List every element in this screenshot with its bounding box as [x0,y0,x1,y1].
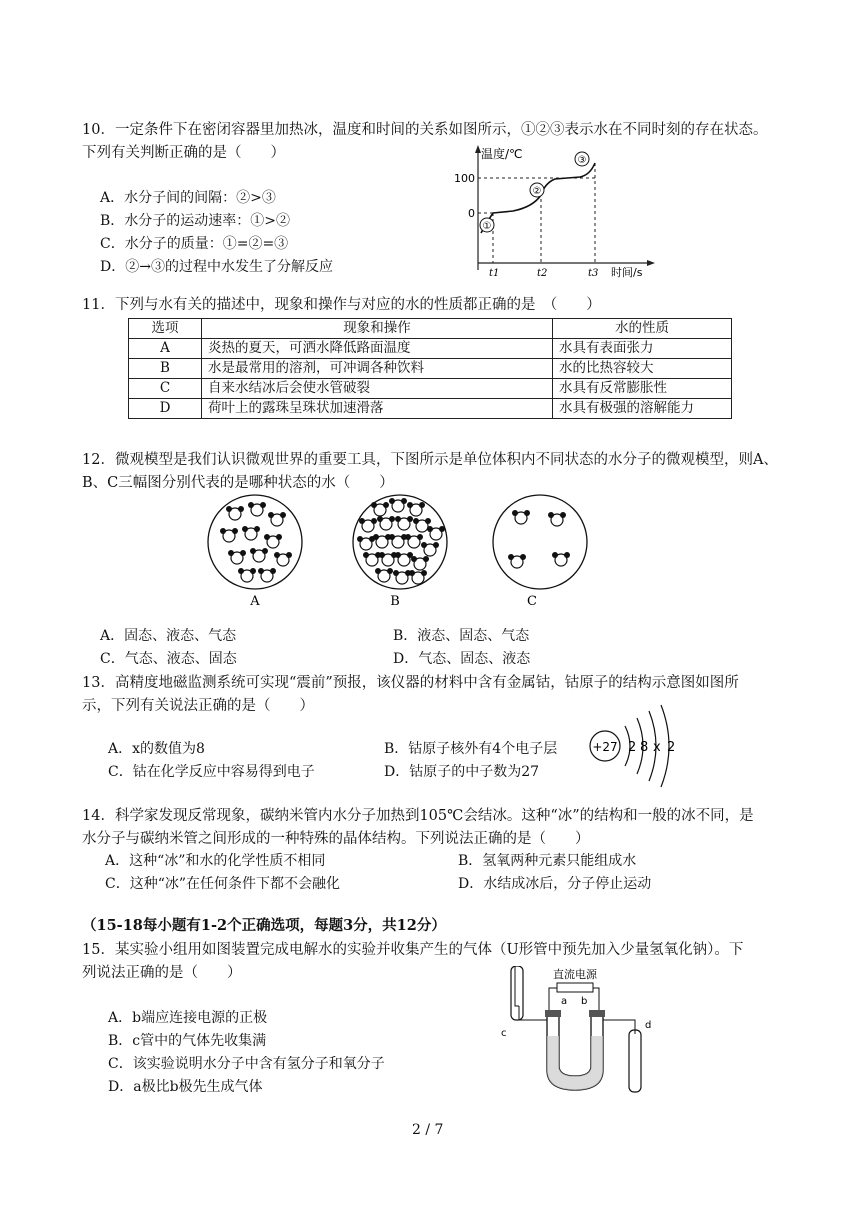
row-c-phenomenon: 自来水结冰后会使水管破裂 [202,379,553,399]
row-a-phenomenon: 炎热的夏天，可洒水降低路面温度 [202,339,553,359]
model-c-label: C [527,594,537,609]
row-d-property: 水具有极强的溶解能力 [553,399,732,419]
stopper-left [545,1010,561,1017]
row-d-option: D [129,399,202,419]
collection-tube-d [629,1030,641,1092]
q12-option-b: B．液态、固态、气态 [393,628,530,644]
row-c-property: 水具有反常膨胀性 [553,379,732,399]
shell-3-count: x [653,740,661,755]
q15-option-a: A．b端应连接电源的正极 [108,1010,268,1026]
row-b-phenomenon: 水是最常用的溶剂，可冲调各种饮料 [202,359,553,379]
row-a-option: A [129,339,202,359]
cobalt-atom-diagram [585,702,695,792]
q14-option-c: C．这种“冰”在任何条件下都不会融化 [105,876,341,892]
graph-x-axis-label: 时间/s [611,266,643,279]
graph-y-axis-label: 温度/℃ [481,147,523,161]
tube-d-label: d [645,1020,652,1031]
q15-option-b: B．c管中的气体先收集满 [108,1033,267,1049]
header-phenomenon: 现象和操作 [202,319,553,339]
water-molecule-models [205,492,605,610]
row-d-phenomenon: 荷叶上的露珠呈珠状加速滑落 [202,399,553,419]
q10-option-d: D．②→③的过程中水发生了分解反应 [100,259,333,275]
graph-y-tick-0: 0 [468,207,475,220]
graph-y-tick-100: 100 [454,172,475,185]
row-a-property: 水具有表面张力 [553,339,732,359]
q13-stem-line1: 13．高精度地磁监测系统可实现“震前”预报，该仪器的材料中含有金属钴，钴原子的结构示意图如图所 [82,675,739,691]
collection-tube-c [511,966,523,1020]
q14-stem-line1: 14．科学家发现反常现象，碳纳米管内水分子加热到105℃会结冰。这种“冰”的结构和一般的冰不同，是 [82,808,754,824]
q13-stem-line2: 示，下列有关说法正确的是（ ） [82,698,314,714]
electrode-a-label: a [561,996,568,1007]
q14-stem-line2: 水分子与碳纳米管之间形成的一种特殊的晶体结构。下列说法正确的是（ ） [82,831,590,847]
electrolysis-apparatus [495,966,665,1102]
q10-option-b: B．水分子的运动速率：①>② [100,213,291,229]
graph-x-tick-t3: t3 [588,268,599,279]
q13-option-c: C．钴在化学反应中容易得到电子 [108,764,315,780]
q13-option-d: D．钴原子的中子数为27 [384,764,540,780]
graph-x-tick-t2: t2 [537,268,548,279]
table-row [129,399,732,419]
stopper-right [589,1010,605,1017]
model-a-label: A [250,594,260,609]
q12-option-a: A．固态、液态、气态 [100,628,237,644]
point-1-label: ① [482,221,492,232]
graph-x-tick-t1: t1 [489,268,500,279]
row-b-option: B [129,359,202,379]
shell-4-count: 2 [667,740,676,755]
heating-curve [481,163,595,233]
heating-curve-graph [445,145,680,280]
electrode-b-label: b [581,996,588,1007]
q13-option-a: A．x的数值为8 [108,741,205,757]
point-2-label: ② [532,186,542,197]
point-3-label: ③ [577,155,587,166]
q15-option-d: D．a极比b极先生成气体 [108,1079,263,1095]
q10-option-c: C．水分子的质量：①=②=③ [100,236,289,252]
q15-option-c: C．该实验说明水分子中含有氢分子和氧分子 [108,1056,385,1072]
tube-c-label: c [501,1028,507,1039]
shell-2-count: 8 [640,740,649,755]
q10-option-a: A．水分子间的间隔：②>③ [100,190,276,206]
table-row [129,359,732,379]
shell-1-count: 2 [628,740,637,755]
page-number: 2 / 7 [412,1122,444,1138]
power-source-box [557,983,593,992]
q11-table-header [129,319,732,339]
q10-stem-line1: 10．一定条件下在密闭容器里加热冰，温度和时间的关系如图所示，①②③表示水在不同时刻的存在状态。 [82,122,768,138]
model-a-circle [208,495,302,589]
q13-option-b: B．钴原子核外有4个电子层 [384,741,558,757]
q12-option-d: D．气态、固态、液态 [393,651,531,667]
q12-stem-line1: 12．微观模型是我们认识微观世界的重要工具，下图所示是单位体积内不同状态的水分子的微观模型，则A、 [82,452,778,468]
model-b-circle [353,495,447,589]
q14-option-b: B．氢氧两种元素只能组成水 [458,853,637,869]
q15-stem-line1: 15．某实验小组用如图装置完成电解水的实验并收集产生的气体（U形管中预先加入少量氢氧化钠）。下 [82,942,744,958]
table-row [129,379,732,399]
power-source-label: 直流电源 [553,968,597,981]
header-property: 水的性质 [553,319,732,339]
q14-option-d: D．水结成冰后，分子停止运动 [458,876,652,892]
q12-stem-line2: B、C三幅图分别代表的是哪种状态的水（ ） [82,475,394,491]
header-option: 选项 [129,319,202,339]
q14-option-a: A．这种“冰”和水的化学性质不相同 [105,853,326,869]
q12-option-c: C．气态、液态、固态 [100,651,237,667]
q15-stem-line2: 列说法正确的是（ ） [82,965,242,981]
row-b-property: 水的比热容较大 [553,359,732,379]
nucleus-charge: +27 [592,740,618,754]
q11-stem: 11．下列与水有关的描述中，现象和操作与对应的水的性质都正确的是 （ ） [82,297,601,313]
q10-stem-line2: 下列有关判断正确的是（ ） [82,145,285,161]
model-c-circle [493,495,587,589]
q11-table [128,318,732,419]
section-note: （15-18每小题有1-2个正确选项，每题3分，共12分） [82,917,446,934]
model-b-label: B [390,594,400,609]
table-row [129,339,732,359]
row-c-option: C [129,379,202,399]
